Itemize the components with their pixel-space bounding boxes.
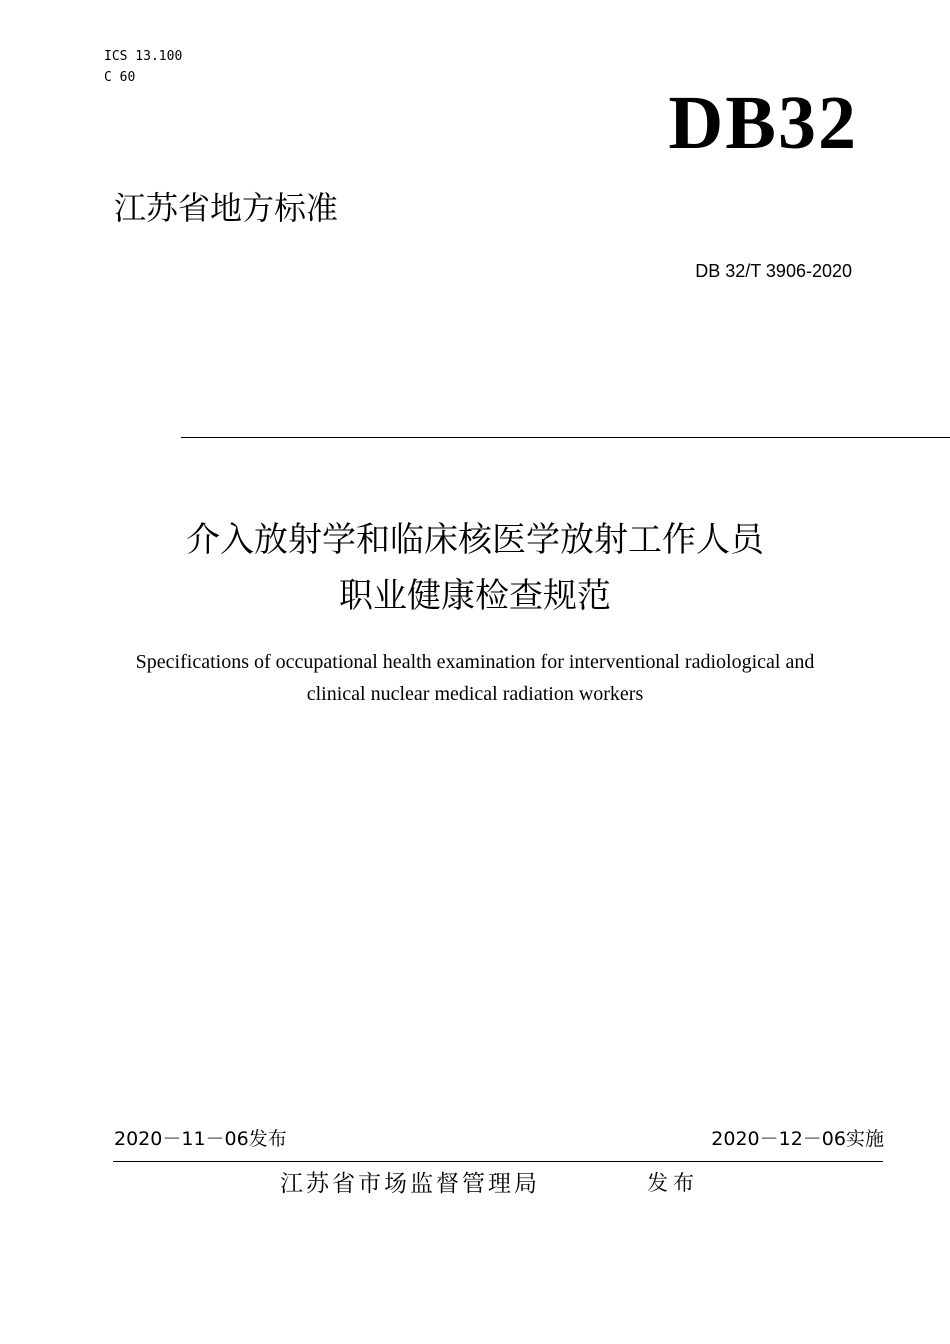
header-divider (181, 437, 950, 438)
title-en (0, 646, 950, 710)
publish-label: 发布 (647, 1171, 699, 1195)
standard-type: 江苏省地方标准 (114, 189, 339, 227)
ics-code: ICS 13.100 (104, 49, 183, 64)
ccs-code: C 60 (104, 70, 136, 85)
issue-date: 2020－11－06发布 (114, 1128, 287, 1150)
issuing-authority: 江苏省市场监督管理局 (280, 1171, 540, 1197)
standard-number: DB 32/T 3906-2020 (695, 261, 852, 281)
classification-codes (104, 47, 182, 89)
title-en-line-2: clinical nuclear medical radiation workers (306, 683, 644, 705)
implementation-date: 2020－12－06实施 (711, 1128, 884, 1150)
standard-logo: DB32 (668, 81, 858, 165)
title-block (0, 512, 950, 710)
title-en-line-1: Specifications of occupational health examination for interventional radiological and (135, 651, 815, 673)
footer-divider (113, 1161, 883, 1162)
title-zh-line-1: 介入放射学和临床核医学放射工作人员 (186, 520, 764, 560)
title-zh-line-2: 职业健康检查规范 (339, 576, 611, 616)
